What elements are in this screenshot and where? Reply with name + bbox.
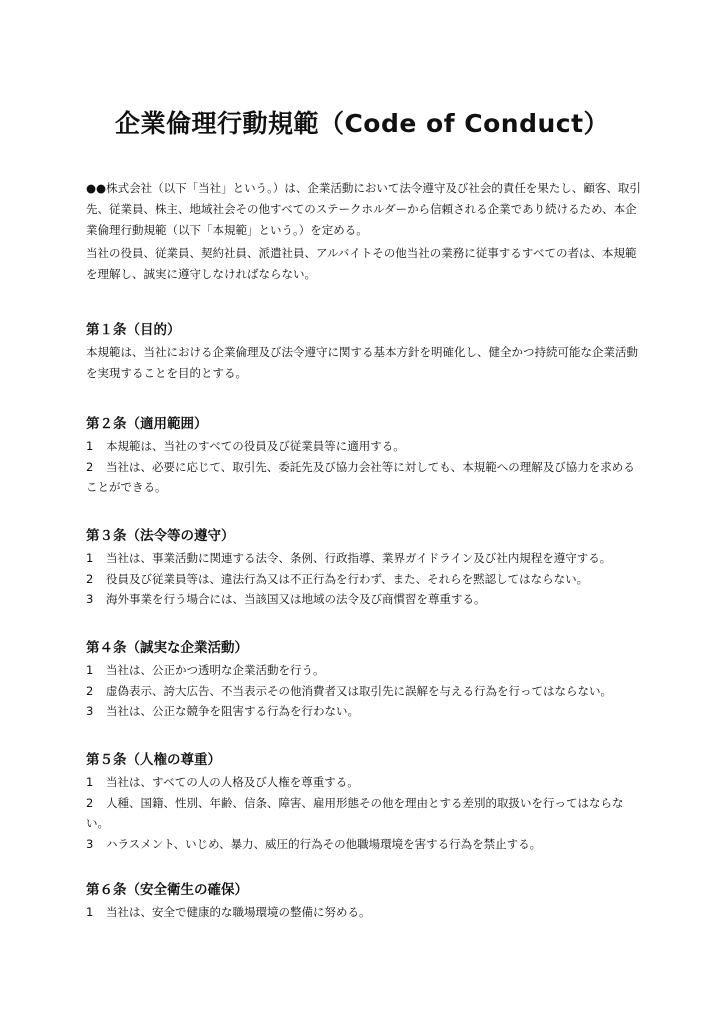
item-number: 2 xyxy=(86,795,94,810)
item-number: 3 xyxy=(86,704,94,718)
item-text: 当社は、必要に応じて、取引先、委託先及び協力会社等に対しても、本規範への理解及び協力を求めることができる。 xyxy=(86,459,635,494)
item-text: 当社は、安全で健康的な職場環境の整備に努める。 xyxy=(106,905,371,919)
item-number: 2 xyxy=(86,683,94,698)
article-item xyxy=(86,681,646,702)
item-text: 人種、国籍、性別、年齢、信条、障害、雇用形態その他を理由とする差別的取扱いを行ってはならない。 xyxy=(86,795,624,830)
article-heading: 第４条（誠実な企業活動） xyxy=(86,640,248,656)
article-6 xyxy=(86,880,646,923)
article-heading: 第３条（法令等の遵守） xyxy=(86,528,235,544)
article-1 xyxy=(86,320,646,383)
item-number: 1 xyxy=(86,775,94,789)
item-text: 役員及び従業員等は、違法行為又は不正行為を行わず、また、それらを黙認してはならない。 xyxy=(106,571,589,586)
article-3 xyxy=(86,526,646,610)
article-2 xyxy=(86,414,646,498)
item-text: 当社は、公正な競争を阻害する行為を行わない。 xyxy=(106,704,359,718)
article-item xyxy=(86,772,646,793)
article-item xyxy=(86,660,646,681)
item-text: 虚偽表示、誇大広告、不当表示その他消費者又は取引先に誤解を与える行為を行ってはならない。 xyxy=(106,683,612,698)
article-item xyxy=(86,793,646,834)
article-item xyxy=(86,569,646,590)
article-heading: 第５条（人権の尊重） xyxy=(86,752,221,768)
article-item xyxy=(86,457,646,498)
item-number: 2 xyxy=(86,459,94,474)
article-item xyxy=(86,436,646,457)
item-number: 3 xyxy=(86,836,94,851)
item-text: 当社は、公正かつ透明な企業活動を行う。 xyxy=(106,663,325,677)
article-5 xyxy=(86,750,646,854)
article-body: 本規範は、当社における企業倫理及び法令遵守に関する基本方針を明確化し、健全かつ持続可能な企業活動を実現することを目的とする。 xyxy=(86,345,638,380)
article-item xyxy=(86,548,646,569)
item-number: 1 xyxy=(86,905,94,919)
item-number: 1 xyxy=(86,551,94,565)
intro-paragraph-1: ●●株式会社（以下「当社」という。）は、企業活動において法令遵守及び社会的責任を果たし、顧客、取引先、従業員、株主、地域社会その他すべてのステークホルダーから信頼される企業であり続けるため、本企業倫理行動規範（以下「本規範」という。）を定める。 xyxy=(86,181,641,237)
article-item xyxy=(86,902,646,923)
document-title: 企業倫理行動規範（Code of Conduct） xyxy=(114,109,610,138)
item-text: 海外事業を行う場合には、当該国又は地域の法令及び商慣習を尊重する。 xyxy=(106,592,486,606)
article-heading: 第１条（目的） xyxy=(86,322,181,338)
article-heading: 第６条（安全衛生の確保） xyxy=(86,882,248,898)
item-number: 3 xyxy=(86,592,94,606)
item-text: 本規範は、当社のすべての役員及び従業員等に適用する。 xyxy=(106,439,405,453)
article-item xyxy=(86,701,646,722)
article-heading: 第２条（適用範囲） xyxy=(86,416,208,432)
item-text: 当社は、事業活動に関連する法令、条例、行政指導、業界ガイドライン及び社内規程を遵守する。 xyxy=(106,551,612,565)
item-number: 1 xyxy=(86,663,94,677)
intro-paragraph-2: 当社の役員、従業員、契約社員、派遣社員、アルバイトその他当社の業務に従事するすべての者は、本規範を理解し、誠実に遵守しなければならない。 xyxy=(86,246,637,281)
article-4 xyxy=(86,638,646,722)
item-number: 1 xyxy=(86,439,94,453)
item-number: 2 xyxy=(86,571,94,586)
item-text: ハラスメント、いじめ、暴力、威圧的行為その他職場環境を害する行為を禁止する。 xyxy=(106,836,542,851)
article-item xyxy=(86,589,646,610)
article-item xyxy=(86,834,646,855)
item-text: 当社は、すべての人の人格及び人権を尊重する。 xyxy=(106,775,359,789)
